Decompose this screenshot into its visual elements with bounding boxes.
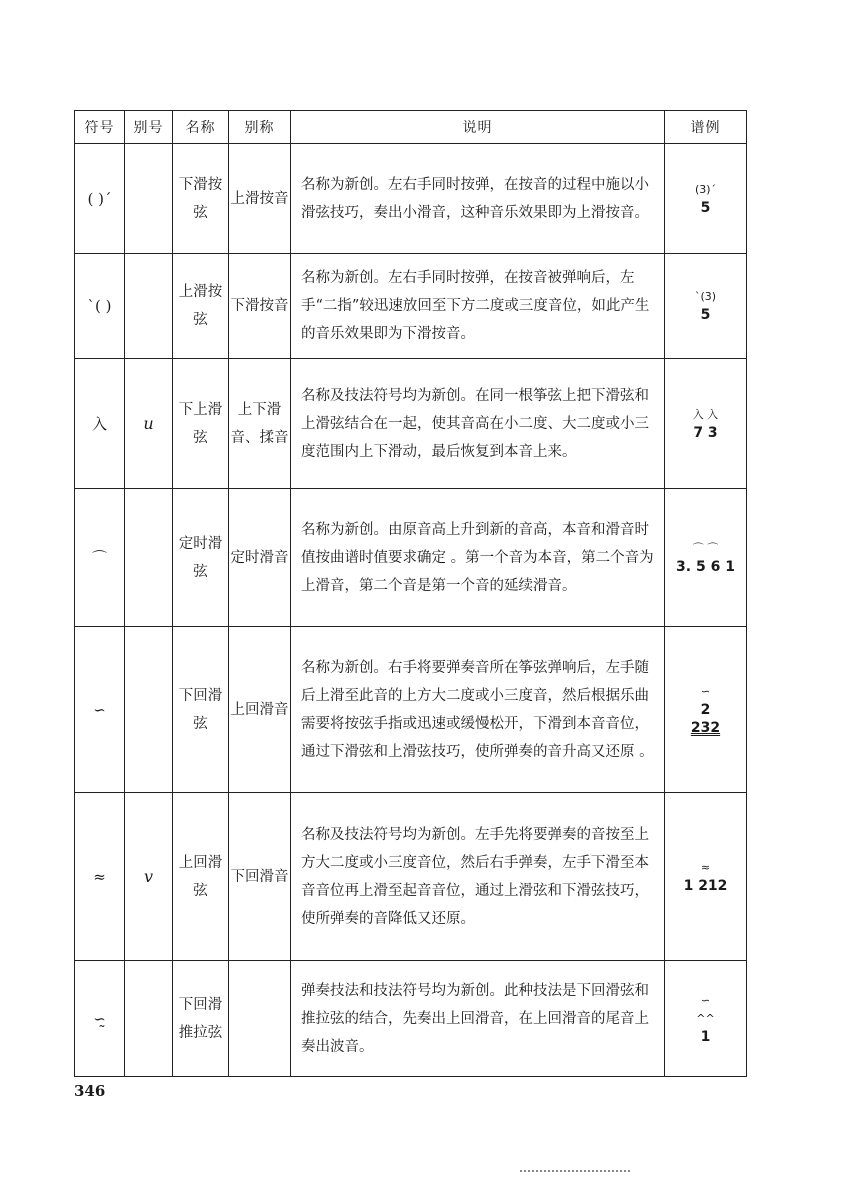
- symbol-cell: 入: [75, 359, 125, 489]
- header-symbol: 符号: [75, 111, 125, 144]
- alt-symbol-cell: [125, 489, 173, 627]
- description-cell: 名称及技法符号均为新创。在同一根筝弦上把下滑弦和上滑弦结合在一起，使其音高在小二度、大二度或小三度范围内上下滑动，最后恢复到本音上来。: [291, 359, 665, 489]
- header-alias: 别称: [229, 111, 291, 144]
- example-bottom: 5: [700, 307, 711, 323]
- table-row: [75, 961, 747, 1077]
- example-bottom: 1: [700, 1028, 711, 1045]
- header-description: 说明: [291, 111, 665, 144]
- example-bottom: 1 212: [683, 877, 728, 894]
- example-mid: ^^: [696, 1011, 715, 1025]
- table-row: [75, 627, 747, 793]
- example-cell: [665, 961, 747, 1077]
- example-top: 入 入: [692, 407, 719, 421]
- example-top: ≈: [700, 860, 711, 874]
- name-cell: 下回滑弦: [173, 627, 229, 793]
- example-top: ∽: [700, 684, 711, 698]
- name-cell: 上回滑弦: [173, 793, 229, 961]
- symbol-cell: ∽̰: [75, 961, 125, 1077]
- alias-cell: 下滑按音: [229, 254, 291, 359]
- footer-decoration: [520, 1170, 630, 1174]
- name-cell: 下回滑推拉弦: [173, 961, 229, 1077]
- example-bottom: 5: [700, 199, 711, 216]
- example-top: ⌒ ⌒: [692, 541, 719, 555]
- alt-symbol-cell: u: [125, 359, 173, 489]
- example-bottom: 3. 5 6 1: [676, 558, 735, 575]
- alt-symbol-cell: [125, 627, 173, 793]
- header-name: 名称: [173, 111, 229, 144]
- notation-table: [74, 110, 747, 1077]
- table-header-row: [75, 111, 747, 144]
- table-row: [75, 359, 747, 489]
- name-cell: 下上滑弦: [173, 359, 229, 489]
- example-cell: [665, 359, 747, 489]
- description-cell: 弹奏技法和技法符号均为新创。此种技法是下回滑弦和推拉弦的结合，先奏出上回滑音，在上回滑音的尾音上奏出波音。: [291, 961, 665, 1077]
- example-cell: [665, 489, 747, 627]
- example-cell: [665, 254, 747, 359]
- symbol-cell: ⌒: [75, 489, 125, 627]
- alt-symbol-cell: v: [125, 793, 173, 961]
- name-cell: 上滑按弦: [173, 254, 229, 359]
- description-cell: 名称为新创。右手将要弹奏音所在筝弦弹响后，左手随后上滑至此音的上方大二度或小三度音，然后根据乐曲需要将按弦手指或迅速或缓慢松开，下滑到本音音位，通过下滑弦和上滑弦技巧，使所弹奏的音升高又还原 。: [291, 627, 665, 793]
- example-top: (3)ˊ: [694, 182, 717, 196]
- table-row: [75, 793, 747, 961]
- description-cell: 名称为新创。左右手同时按弹，在按音的过程中施以小滑弦技巧，奏出小滑音，这种音乐效果即为上滑按音。: [291, 144, 665, 254]
- alias-cell: 上滑按音: [229, 144, 291, 254]
- alias-cell: 定时滑音: [229, 489, 291, 627]
- alt-symbol-cell: [125, 144, 173, 254]
- example-mid: 2: [700, 701, 711, 718]
- alias-cell: [229, 961, 291, 1077]
- header-example: 谱例: [665, 111, 747, 144]
- alias-cell: 下回滑音: [229, 793, 291, 961]
- symbol-cell: ≈: [75, 793, 125, 961]
- name-cell: 下滑按弦: [173, 144, 229, 254]
- description-cell: 名称为新创。由原音高上升到新的音高，本音和滑音时值按曲谱时值要求确定 。第一个音为本音，第二个音为上滑音，第二个音是第一个音的延续滑音。: [291, 489, 665, 627]
- table-row: [75, 254, 747, 359]
- table-row: [75, 489, 747, 627]
- example-cell: [665, 144, 747, 254]
- example-top: ˋ(3): [694, 290, 717, 303]
- example-cell: [665, 627, 747, 793]
- symbol-cell: ( )ˊ: [75, 144, 125, 254]
- table-row: [75, 144, 747, 254]
- description-cell: 名称为新创。左右手同时按弹，在按音被弹响后，左手“二指”较迅速放回至下方二度或三度音位，如此产生的音乐效果即为下滑按音。: [291, 254, 665, 359]
- symbol-cell: ∽: [75, 627, 125, 793]
- alias-cell: 上回滑音: [229, 627, 291, 793]
- alias-cell: 上下滑音、揉音: [229, 359, 291, 489]
- example-bottom: 7 3: [693, 424, 718, 441]
- example-top: ∽: [700, 993, 711, 1007]
- page-number: 346: [74, 1082, 106, 1100]
- header-alt-symbol: 别号: [125, 111, 173, 144]
- alt-symbol-cell: [125, 254, 173, 359]
- description-cell: 名称及技法符号均为新创。左手先将要弹奏的音按至上方大二度或小三度音位，然后右手弹奏，左手下滑至本音音位再上滑至起音音位，通过上滑弦和下滑弦技巧，使所弹奏的音降低又还原。: [291, 793, 665, 961]
- example-cell: [665, 793, 747, 961]
- example-bottom: 232: [690, 719, 721, 736]
- alt-symbol-cell: [125, 961, 173, 1077]
- name-cell: 定时滑弦: [173, 489, 229, 627]
- symbol-cell: ˋ( ): [75, 254, 125, 359]
